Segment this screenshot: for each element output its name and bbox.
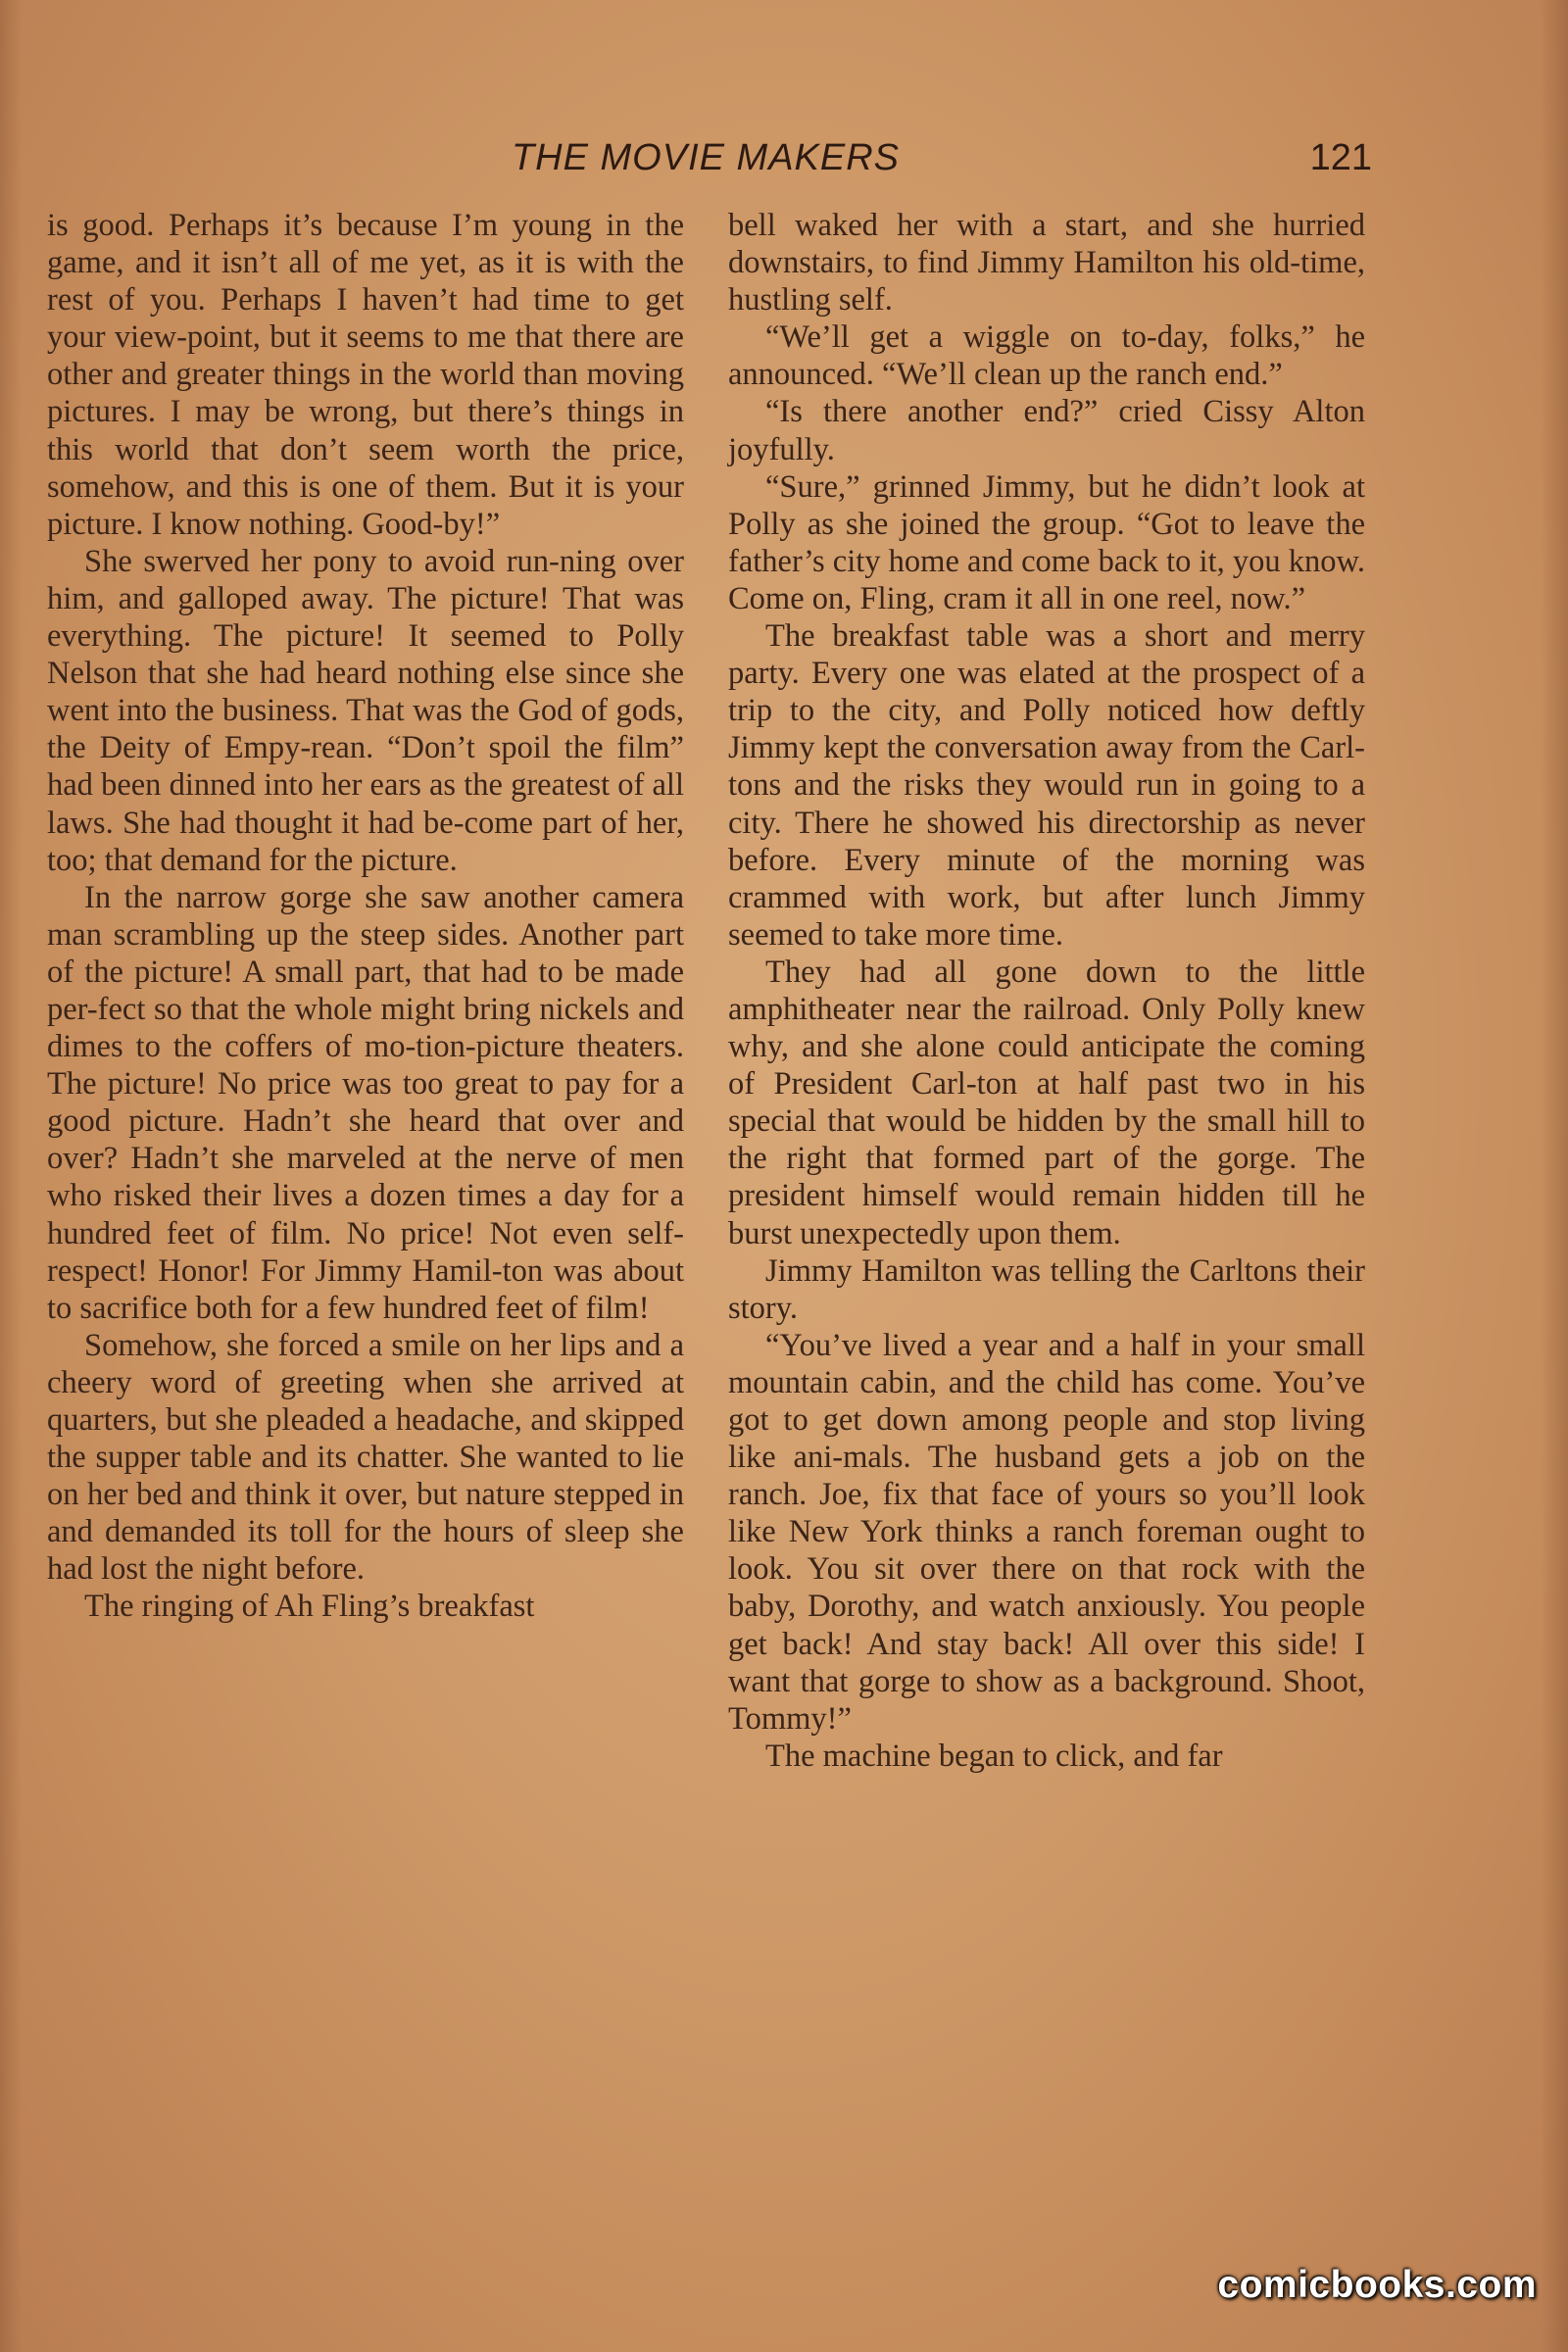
paragraph: The machine began to click, and far: [765, 1738, 1223, 1774]
paragraph: is good. Perhaps it’s because I’m young in the game, and it isn’t all of me yet, as it is with the rest of you. Perhaps I haven’t had time to get your view-point, but it seems to me that there are other and greater things in the world than moving pictures. I may be wrong, but there’s things in this world that don’t seem worth the price, somehow, and this is one of them. But it is your picture. I know nothing. Good-by!”: [47, 208, 684, 542]
paragraph: She swerved her pony to avoid run-ning over him, and galloped away. The picture! That was everything. The picture! It seemed to Polly Nelson that she had heard nothing else since she went into the business. That was the God of gods, the Deity of Empy-rean. “Don’t spoil the film” had been dinned into her ears as the greatest of all laws. She had thought it had be-come part of her, too; that demand for the picture.: [47, 543, 684, 878]
paragraph: “Is there another end?” cried Cissy Alton joyfully.: [728, 394, 1365, 467]
paragraph: The ringing of Ah Fling’s breakfast: [84, 1589, 535, 1625]
paragraph: “You’ve lived a year and a half in your small mountain cabin, and the child has come. You’ve got to get down among people and stop living like ani-mals. The husband gets a job on the ranch. Joe, fix that face of yours so you’ll look like New York thinks a ranch foreman ought to look. You sit over there on that rock with the baby, Dorothy, and watch anxiously. You people get back! And stay back! All over this side! I want that gorge to show as a background. Shoot, Tommy!”: [728, 1327, 1365, 1737]
paragraph: Somehow, she forced a smile on her lips and a cheery word of greeting when she arrived at quarters, but she pleaded a headache, and skipped the supper table and its chatter. She wanted to lie on her bed and think it over, but nature stepped in and demanded its toll for the hours of sleep she had lost the night before.: [47, 1327, 684, 1588]
paragraph: bell waked her with a start, and she hurried downstairs, to find Jimmy Hamilton his old-time, hustling self.: [728, 208, 1365, 318]
page-shadow-left: [0, 0, 22, 2352]
paragraph: “We’ll get a wiggle on to-day, folks,” he announced. “We’ll clean up the ranch end.”: [728, 319, 1365, 393]
page-shadow-right: [1541, 0, 1568, 2352]
page-number: 121: [1309, 137, 1372, 178]
site-watermark: comicbooks.com: [1217, 2264, 1537, 2306]
paragraph: They had all gone down to the little amphitheater near the railroad. Only Polly knew why, and she alone could anticipate the coming of President Carl-ton at half past two in his special that would be hidden by the small hill to the right that formed part of the gorge. The president himself would remain hidden till he burst unexpectedly upon them.: [728, 954, 1365, 1251]
paragraph: “Sure,” grinned Jimmy, but he didn’t look at Polly as she joined the group. “Got to leave the father’s city home and come back to it, you know. Come on, Fling, cram it all in one reel, now.”: [728, 468, 1365, 616]
left-text-column: [47, 207, 684, 1626]
paragraph: The breakfast table was a short and merry party. Every one was elated at the prospect of a trip to the city, and Polly noticed how deftly Jimmy kept the conversation away from the Carl-tons and the risks they would run in going to a city. There he showed his directorship as never before. Every minute of the morning was crammed with work, but after lunch Jimmy seemed to take more time.: [728, 618, 1365, 953]
paragraph: In the narrow gorge she saw another camera man scrambling up the steep sides. Another part of the picture! A small part, that had to be made per-fect so that the whole might bring nickels and dimes to the coffers of mo-tion-picture theaters. The picture! No price was too great to pay for a good picture. Hadn’t she heard that over and over? Hadn’t she marveled at the nerve of men who risked their lives a dozen times a day for a hundred feet of film. No price! Not even self-respect! Honor! For Jimmy Hamil-ton was about to sacrifice both for a few hundred feet of film!: [47, 879, 684, 1326]
right-text-column: [728, 207, 1365, 1775]
running-title: THE MOVIE MAKERS: [511, 137, 901, 178]
paragraph: Jimmy Hamilton was telling the Carltons their story.: [728, 1252, 1365, 1326]
